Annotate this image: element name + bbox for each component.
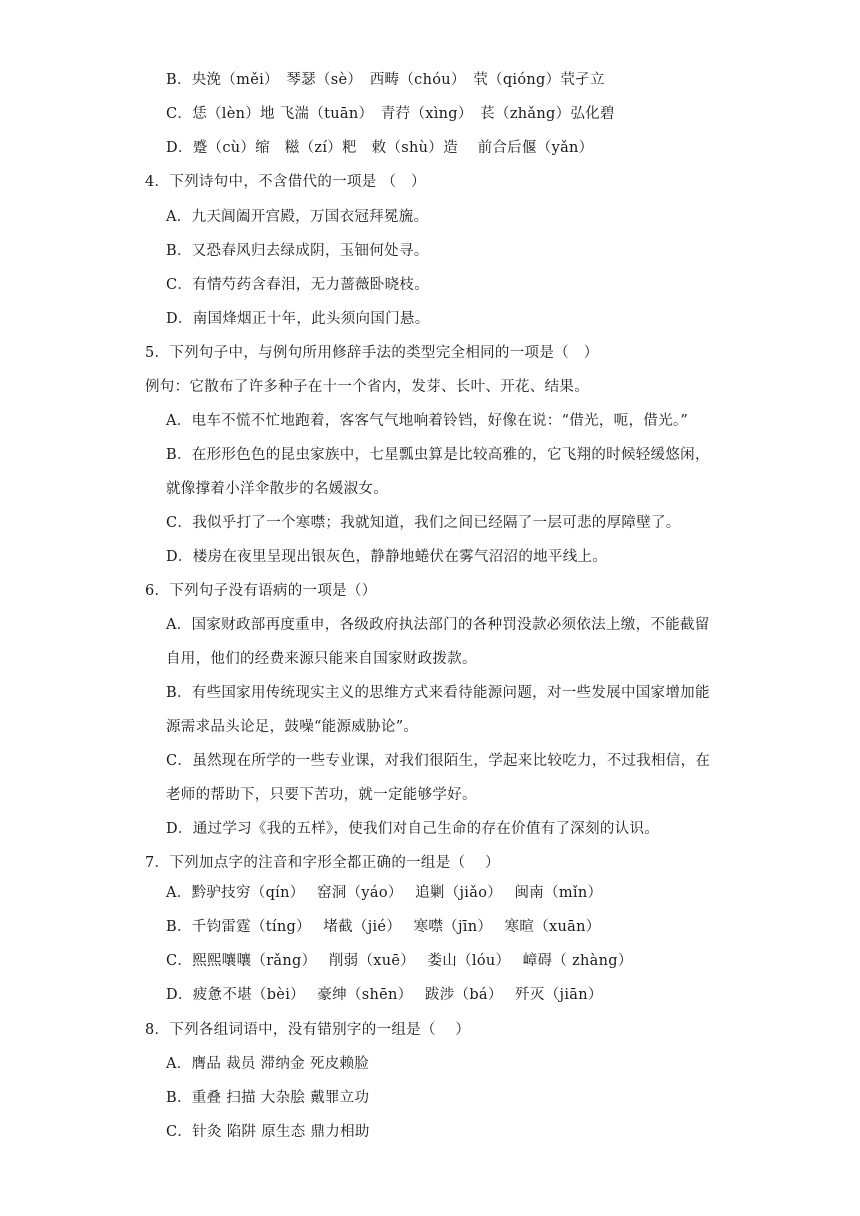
q6-option-c-cont: 老师的帮助下，只要下苦功，就一定能够学好。 — [166, 787, 477, 803]
q4-option-b: B．又恐春风归去绿成阴，玉钿何处寻。 — [166, 243, 429, 259]
q8-option-b: B．重叠 扫描 大杂脍 戴罪立功 — [166, 1090, 370, 1106]
q7-option-c: C．熙熙嚷嚷（rǎng） 削弱（xuē） 娄山（lóu） 嶂碍（ zhàng） — [166, 953, 633, 969]
q5-example: 例句：它散布了许多种子在十一个省内，发芽、长叶、开花、结果。 — [145, 379, 589, 395]
question-4: 4．下列诗句中，不含借代的一项是 （ ） — [145, 174, 426, 190]
q6-option-c: C．虽然现在所学的一些专业课，对我们很陌生，学起来比较吃力，不过我相信，在 — [166, 753, 711, 769]
q4-option-c: C．有情芍药含春泪，无力蔷薇卧晓枝。 — [166, 277, 429, 293]
q3-option-b: B．央浼（měi） 琴瑟（sè） 西畴（chóu） 茕（qióng）茕孑立 — [166, 72, 605, 88]
q4-option-a: A．九天阊阖开宫殿，万国衣冠拜冕旒。 — [166, 209, 429, 225]
q7-option-b: B．千钧雷霆（tíng） 堵截（jié） 寒噤（jīn） 寒暄（xuān） — [166, 919, 601, 935]
question-8: 8．下列各组词语中，没有错别字的一组是（ ） — [145, 1022, 471, 1038]
q6-option-d: D．通过学习《我的五样》，使我们对自己生命的存在价值有了深刻的认识。 — [166, 821, 660, 837]
q5-option-b-cont: 就像撑着小洋伞散步的名媛淑女。 — [166, 481, 388, 497]
q8-option-a: A．膺品 裁员 滞纳金 死皮赖脸 — [166, 1056, 370, 1072]
q6-option-a-cont: 自用，他们的经费来源只能来自国家财政拨款。 — [166, 651, 477, 667]
q3-option-d: D．蹙（cù）缩 糍（zí）粑 敕（shù）造 前合后偃（yǎn） — [166, 140, 594, 156]
question-7: 7．下列加点字的注音和字形全都正确的一组是（ ） — [145, 855, 500, 871]
q5-option-a: A．电车不慌不忙地跑着，客客气气地响着铃铛，好像在说：“借光，呃，借光。” — [166, 413, 689, 429]
q6-option-b: B．有些国家用传统现实主义的思维方式来看待能源问题，对一些发展中国家增加能 — [166, 685, 710, 701]
q7-option-d: D．疲惫不堪（bèi） 豪绅（shēn） 跋涉（bá） 歼灭（jiān） — [166, 987, 603, 1003]
q5-option-d: D．楼房在夜里呈现出银灰色，静静地蜷伏在雾气沼沼的地平线上。 — [166, 549, 608, 565]
q5-option-b: B．在形形色色的昆虫家族中，七星瓢虫算是比较高雅的，它飞翔的时候轻缓悠闲， — [166, 447, 710, 463]
q7-option-a: A．黔驴技穷（qín） 窑洞（yáo） 追剿（jiǎo） 闽南（mǐn） — [166, 885, 603, 901]
q4-option-d: D．南国烽烟正十年，此头须向国门悬。 — [166, 311, 430, 327]
q8-option-c: C．针灸 陷阱 原生态 鼎力相助 — [166, 1124, 370, 1140]
q6-option-b-cont: 源需求品头论足，鼓噪“能源威胁论”。 — [166, 719, 419, 735]
q3-option-c: C．恁（lèn）地 飞湍（tuān） 青荇（xìng） 苌（zhǎng）弘化碧 — [166, 106, 615, 122]
q5-option-c: C．我似乎打了一个寒噤；我就知道，我们之间已经隔了一层可悲的厚障壁了。 — [166, 515, 681, 531]
question-6: 6．下列句子没有语病的一项是（） — [145, 583, 377, 599]
question-5: 5．下列句子中，与例句所用修辞手法的类型完全相同的一项是（ ） — [145, 345, 599, 361]
q6-option-a: A．国家财政部再度重申，各级政府执法部门的各种罚没款必须依法上缴，不能截留 — [166, 617, 710, 633]
